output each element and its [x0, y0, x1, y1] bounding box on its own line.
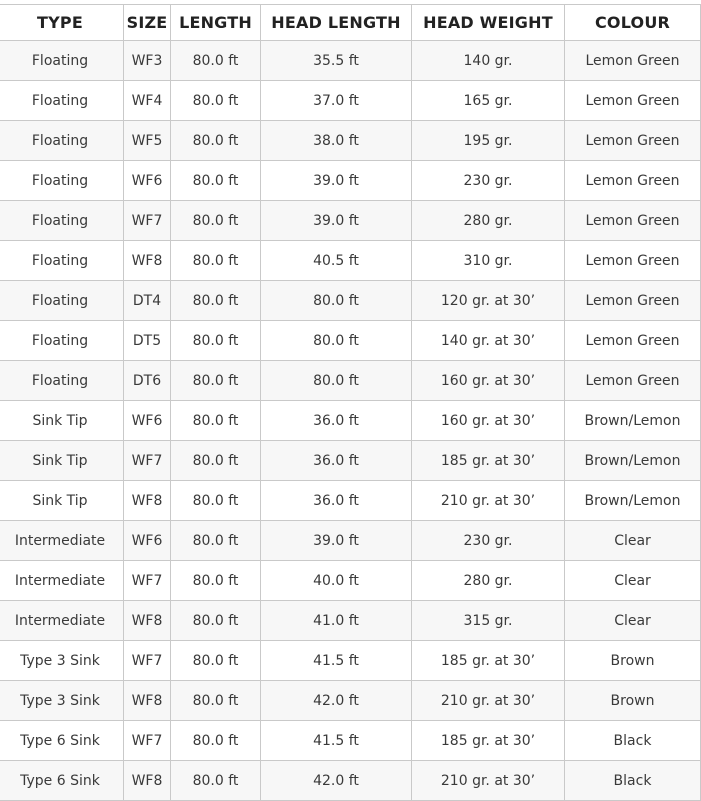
type-cell: Sink Tip [0, 441, 124, 481]
type-cell: Sink Tip [0, 401, 124, 441]
table-row [0, 41, 701, 81]
type-cell: Intermediate [0, 521, 124, 561]
length-cell: 80.0 ft [171, 401, 261, 441]
head-weight-cell: 210 gr. at 30’ [412, 681, 565, 721]
head-length-cell: 41.5 ft [261, 721, 412, 761]
type-cell: Floating [0, 281, 124, 321]
head-length-cell: 42.0 ft [261, 681, 412, 721]
head-length-cell: 40.0 ft [261, 561, 412, 601]
head-weight-cell: 315 gr. [412, 601, 565, 641]
table-row [0, 721, 701, 761]
type-cell: Floating [0, 201, 124, 241]
table-row [0, 641, 701, 681]
table-row [0, 761, 701, 801]
length-cell: 80.0 ft [171, 641, 261, 681]
size-cell: DT4 [124, 281, 171, 321]
head-length-cell: 42.0 ft [261, 761, 412, 801]
size-cell: WF3 [124, 41, 171, 81]
size-cell: WF7 [124, 201, 171, 241]
table-row [0, 681, 701, 721]
head-weight-cell: 210 gr. at 30’ [412, 481, 565, 521]
colour-cell: Brown/Lemon [565, 441, 701, 481]
colour-cell: Clear [565, 561, 701, 601]
head-length-cell: 40.5 ft [261, 241, 412, 281]
colour-cell: Clear [565, 521, 701, 561]
head-weight-cell: 230 gr. [412, 161, 565, 201]
colour-cell: Brown/Lemon [565, 401, 701, 441]
length-cell: 80.0 ft [171, 441, 261, 481]
table-header [0, 5, 701, 41]
head-length-cell: 38.0 ft [261, 121, 412, 161]
head-length-cell: 39.0 ft [261, 201, 412, 241]
size-cell: WF6 [124, 401, 171, 441]
colour-cell: Lemon Green [565, 161, 701, 201]
length-cell: 80.0 ft [171, 281, 261, 321]
head-weight-cell: 210 gr. at 30’ [412, 761, 565, 801]
head-length-cell: 39.0 ft [261, 521, 412, 561]
head-length-cell: 36.0 ft [261, 481, 412, 521]
type-cell: Floating [0, 321, 124, 361]
head-weight-cell: 185 gr. at 30’ [412, 721, 565, 761]
colour-cell: Clear [565, 601, 701, 641]
head-length-cell: 39.0 ft [261, 161, 412, 201]
type-cell: Intermediate [0, 601, 124, 641]
table-row [0, 401, 701, 441]
type-cell: Type 3 Sink [0, 681, 124, 721]
head-length-cell: 35.5 ft [261, 41, 412, 81]
head-weight-cell: 185 gr. at 30’ [412, 641, 565, 681]
type-cell: Intermediate [0, 561, 124, 601]
colour-cell: Brown [565, 681, 701, 721]
colour-cell: Lemon Green [565, 241, 701, 281]
type-cell: Floating [0, 41, 124, 81]
head-length-cell: 36.0 ft [261, 441, 412, 481]
length-cell: 80.0 ft [171, 601, 261, 641]
table-row [0, 121, 701, 161]
head-weight-cell: 160 gr. at 30’ [412, 401, 565, 441]
size-cell: WF6 [124, 161, 171, 201]
type-cell: Type 6 Sink [0, 761, 124, 801]
size-cell: WF7 [124, 641, 171, 681]
head-weight-cell: 280 gr. [412, 201, 565, 241]
length-cell: 80.0 ft [171, 161, 261, 201]
head-length-cell: 80.0 ft [261, 361, 412, 401]
colour-cell: Lemon Green [565, 321, 701, 361]
header-head-weight: HEAD WEIGHT [412, 5, 565, 41]
colour-cell: Lemon Green [565, 361, 701, 401]
head-weight-cell: 140 gr. at 30’ [412, 321, 565, 361]
table-row [0, 441, 701, 481]
length-cell: 80.0 ft [171, 521, 261, 561]
head-weight-cell: 140 gr. [412, 41, 565, 81]
header-colour: COLOUR [565, 5, 701, 41]
length-cell: 80.0 ft [171, 721, 261, 761]
colour-cell: Lemon Green [565, 281, 701, 321]
length-cell: 80.0 ft [171, 361, 261, 401]
length-cell: 80.0 ft [171, 481, 261, 521]
head-weight-cell: 165 gr. [412, 81, 565, 121]
table-row [0, 481, 701, 521]
table-row [0, 321, 701, 361]
type-cell: Type 3 Sink [0, 641, 124, 681]
size-cell: DT6 [124, 361, 171, 401]
length-cell: 80.0 ft [171, 761, 261, 801]
colour-cell: Brown/Lemon [565, 481, 701, 521]
size-cell: WF8 [124, 241, 171, 281]
size-cell: WF7 [124, 561, 171, 601]
type-cell: Sink Tip [0, 481, 124, 521]
type-cell: Floating [0, 161, 124, 201]
fly-line-spec-table [0, 4, 701, 801]
table-row [0, 81, 701, 121]
head-weight-cell: 230 gr. [412, 521, 565, 561]
type-cell: Type 6 Sink [0, 721, 124, 761]
length-cell: 80.0 ft [171, 561, 261, 601]
size-cell: WF8 [124, 681, 171, 721]
head-weight-cell: 120 gr. at 30’ [412, 281, 565, 321]
size-cell: WF4 [124, 81, 171, 121]
table-row [0, 561, 701, 601]
header-head-length: HEAD LENGTH [261, 5, 412, 41]
size-cell: WF6 [124, 521, 171, 561]
colour-cell: Lemon Green [565, 41, 701, 81]
head-weight-cell: 195 gr. [412, 121, 565, 161]
header-type: TYPE [0, 5, 124, 41]
length-cell: 80.0 ft [171, 41, 261, 81]
type-cell: Floating [0, 241, 124, 281]
table-row [0, 241, 701, 281]
table-row [0, 161, 701, 201]
type-cell: Floating [0, 361, 124, 401]
head-length-cell: 41.5 ft [261, 641, 412, 681]
type-cell: Floating [0, 81, 124, 121]
header-row [0, 5, 701, 41]
size-cell: WF7 [124, 721, 171, 761]
table-row [0, 361, 701, 401]
length-cell: 80.0 ft [171, 201, 261, 241]
type-cell: Floating [0, 121, 124, 161]
table-row [0, 601, 701, 641]
colour-cell: Black [565, 721, 701, 761]
table-body [0, 41, 701, 801]
colour-cell: Lemon Green [565, 81, 701, 121]
size-cell: WF8 [124, 481, 171, 521]
table-row [0, 521, 701, 561]
head-length-cell: 80.0 ft [261, 281, 412, 321]
length-cell: 80.0 ft [171, 681, 261, 721]
head-length-cell: 41.0 ft [261, 601, 412, 641]
header-length: LENGTH [171, 5, 261, 41]
size-cell: WF5 [124, 121, 171, 161]
head-length-cell: 37.0 ft [261, 81, 412, 121]
size-cell: WF7 [124, 441, 171, 481]
head-weight-cell: 160 gr. at 30’ [412, 361, 565, 401]
head-length-cell: 36.0 ft [261, 401, 412, 441]
colour-cell: Black [565, 761, 701, 801]
table-row [0, 201, 701, 241]
colour-cell: Lemon Green [565, 121, 701, 161]
length-cell: 80.0 ft [171, 81, 261, 121]
head-weight-cell: 280 gr. [412, 561, 565, 601]
head-weight-cell: 310 gr. [412, 241, 565, 281]
length-cell: 80.0 ft [171, 321, 261, 361]
table-row [0, 281, 701, 321]
header-size: SIZE [124, 5, 171, 41]
head-weight-cell: 185 gr. at 30’ [412, 441, 565, 481]
length-cell: 80.0 ft [171, 121, 261, 161]
colour-cell: Brown [565, 641, 701, 681]
size-cell: DT5 [124, 321, 171, 361]
colour-cell: Lemon Green [565, 201, 701, 241]
head-length-cell: 80.0 ft [261, 321, 412, 361]
size-cell: WF8 [124, 601, 171, 641]
length-cell: 80.0 ft [171, 241, 261, 281]
size-cell: WF8 [124, 761, 171, 801]
